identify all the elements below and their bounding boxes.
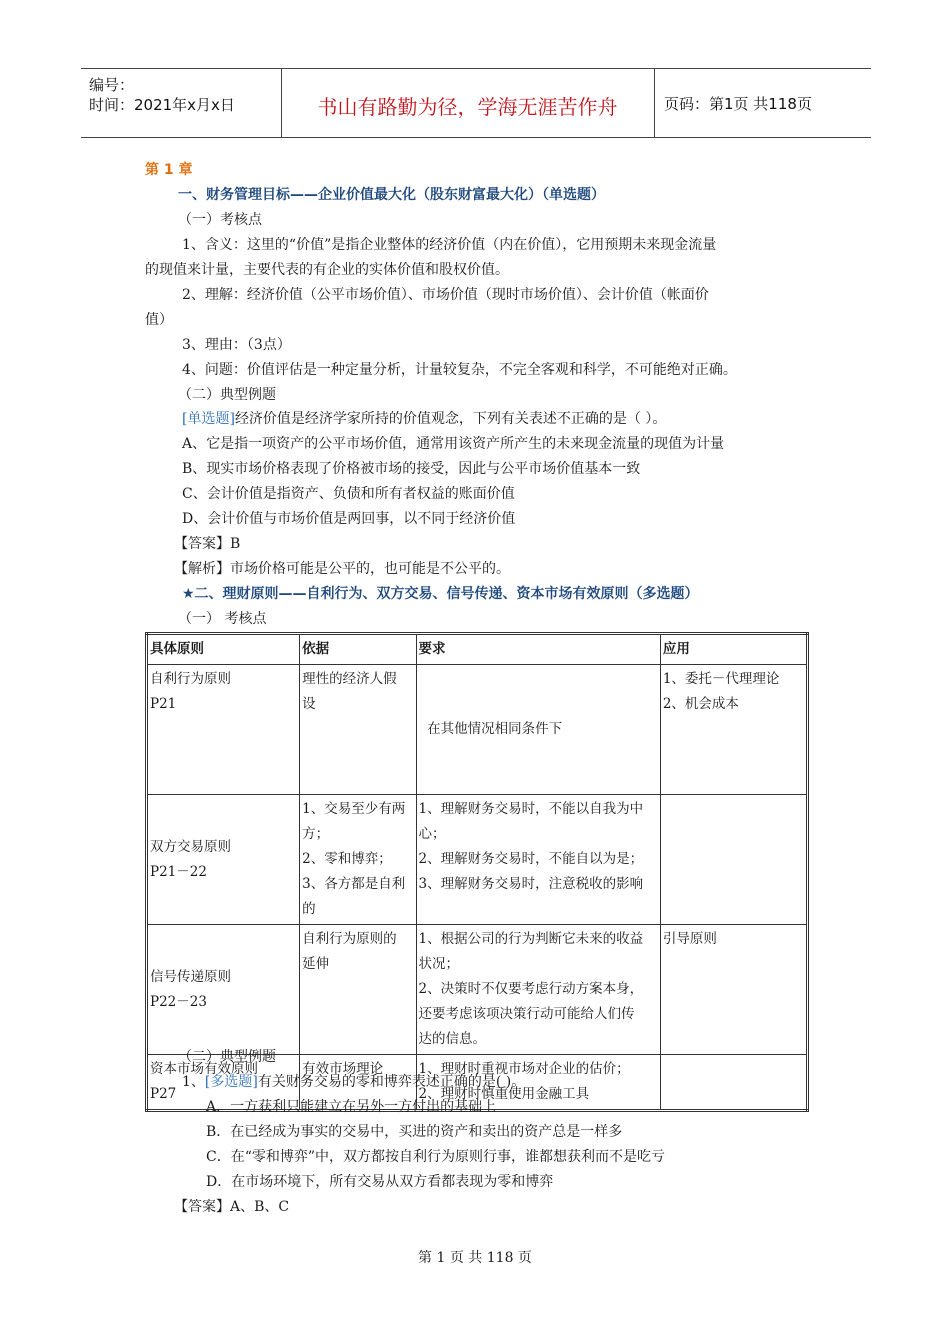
table-cell (660, 795, 807, 925)
option-b: B．在已经成为事实的交易中，买进的资产和卖出的资产总是一样多 (206, 1124, 623, 1140)
cell-line: 延伸 (302, 956, 330, 972)
analysis: 【解析】市场价格可能是公平的，也可能是不公平的。 (174, 561, 510, 577)
table-header-row (147, 634, 808, 665)
paragraph: 值） (145, 312, 173, 328)
table-cell (660, 665, 807, 795)
principles-table (145, 632, 809, 1112)
question-number: 1、 (182, 1074, 205, 1090)
table-row (147, 665, 808, 795)
cell-line: 自利行为原则 (150, 671, 231, 687)
column-header: 依据 (300, 634, 416, 665)
section1-subheading: （一）考核点 (178, 212, 262, 228)
page-header (81, 68, 871, 138)
cell-line: 1、交易至少有两 (302, 801, 406, 817)
section1-subheading: （二）典型例题 (178, 387, 276, 403)
cell-line: 的 (302, 901, 316, 917)
option-c: C．在“零和博弈”中，双方都按自利行为原则行事，谁都想获利而不是吃亏 (206, 1149, 666, 1165)
cell-line: 双方交易原则 (150, 838, 231, 855)
cell-line: 3、各方都是自利 (302, 876, 406, 892)
cell-line: 在其他情况相同条件下 (418, 721, 563, 737)
cell-line: 资本市场有效原则 (150, 1061, 258, 1077)
cell-line: 2、理解财务交易时，不能自以为是； (418, 851, 644, 867)
cell-line: 自利行为原则的 (302, 931, 397, 947)
cell-line: 理性的经济人假 (302, 671, 397, 687)
cell-line: 引导原则 (662, 931, 717, 947)
cell-line: P21－22 (150, 863, 207, 880)
question-type-tag: [单选题] (182, 411, 235, 427)
table-cell (416, 925, 660, 1055)
cell-line: P21 (150, 696, 177, 712)
section1-title: 一、财务管理目标——企业价值最大化（股东财富最大化）（单选题） (178, 187, 605, 203)
table-cell (416, 795, 660, 925)
cell-line: 2、理财时慎重使用金融工具 (418, 1086, 590, 1102)
cell-line: 设 (302, 696, 316, 712)
cell-line: 心； (418, 826, 446, 842)
answer: 【答案】A、B、C (174, 1199, 290, 1215)
paragraph: 2、理解：经济价值（公平市场价值）、市场价值（现时市场价值）、会计价值（帐面价 (182, 287, 709, 303)
question (182, 1072, 525, 1092)
paragraph: 3、理由：（3点） (182, 337, 291, 353)
section2-title: ★二、理财原则——自利行为、双方交易、信号传递、资本市场有效原则（多选题） (182, 586, 699, 602)
option-a: A、它是指一项资产的公平市场价值，通常用该资产所产生的未来现金流量的现值为计量 (182, 436, 725, 452)
cell-line: 方； (302, 826, 330, 842)
section2-subheading: （二）典型例题 (178, 1049, 276, 1065)
table-row (147, 795, 808, 925)
option-d: D、会计价值与市场价值是两回事，以不同于经济价值 (182, 511, 516, 527)
cell-line: 2、决策时不仅要考虑行动方案本身， (418, 981, 644, 997)
table-cell (416, 665, 660, 795)
header-divider (654, 69, 655, 137)
table-cell (147, 925, 300, 1055)
table-cell (147, 795, 300, 925)
header-motto: 书山有路勤为径，学海无涯苦作舟 (317, 95, 618, 119)
option-b: B、现实市场价格表现了价格被市场的接受，因此与公平市场价值基本一致 (182, 461, 641, 477)
cell-line: 信号传递原则 (150, 968, 231, 985)
number-label: 编号： (89, 76, 135, 94)
cell-line: 有效市场理论 (302, 1061, 384, 1077)
column-header: 具体原则 (147, 634, 300, 665)
table-cell (300, 795, 416, 925)
cell-line: 状况； (418, 956, 460, 972)
option-c: C、会计价值是指资产、负债和所有者权益的账面价值 (182, 486, 515, 502)
table-row (147, 925, 808, 1055)
answer: 【答案】B (174, 536, 241, 552)
cell-line: P27 (150, 1086, 177, 1102)
question-type-tag: [多选题] (204, 1074, 258, 1090)
cell-line: 还要考虑该项决策行动可能给人们传 (418, 1006, 635, 1022)
cell-line: 1、根据公司的行为判断它未来的收益 (418, 931, 644, 947)
paragraph: 的现值来计量，主要代表的有企业的实体价值和股权价值。 (145, 262, 509, 278)
table-cell (660, 925, 807, 1055)
section2-subheading: （一） 考核点 (178, 611, 267, 627)
cell-line: 3、理解财务交易时，注意税收的影响 (418, 876, 644, 892)
cell-line: 2、零和博弈； (302, 851, 392, 867)
table-cell (300, 665, 416, 795)
table-cell (147, 665, 300, 795)
page-count-label: 页码：第1页 共118页 (664, 95, 812, 113)
table-cell (300, 925, 416, 1055)
paragraph: 1、含义：这里的“价值”是指企业整体的经济价值（内在价值），它用预期未来现金流量 (182, 237, 717, 253)
column-header: 应用 (660, 634, 807, 665)
table-cell (660, 1055, 807, 1111)
cell-line: 2、机会成本 (662, 696, 739, 712)
date-label: 时间：2021年x月x日 (89, 96, 235, 114)
page-footer: 第 1 页 共 118 页 (418, 1250, 532, 1266)
cell-line: 1、委托－代理理论 (662, 671, 780, 687)
question (182, 409, 666, 429)
option-d: D．在市场环境下，所有交易从双方看都表现为零和博弈 (206, 1174, 554, 1190)
question-text: 有关财务交易的零和博弈表述正确的是( )。 (257, 1074, 526, 1090)
option-a: A．一方获利只能建立在另外一方付出的基础上 (206, 1099, 497, 1115)
cell-line: 1、理财时重视市场对企业的估价； (418, 1061, 630, 1077)
question-text: 经济价值是经济学家所持的价值观念，下列有关表述不正确的是（ ）。 (234, 411, 667, 427)
cell-line: 1、理解财务交易时，不能以自我为中 (418, 801, 644, 817)
chapter-title: 第 1 章 (145, 162, 193, 178)
column-header: 要求 (416, 634, 660, 665)
cell-line: P22－23 (150, 993, 207, 1010)
cell-line: 达的信息。 (418, 1031, 487, 1047)
paragraph: 4、问题：价值评估是一种定量分析，计量较复杂，不完全客观和科学，不可能绝对正确。 (182, 362, 737, 378)
header-meta (89, 75, 235, 115)
